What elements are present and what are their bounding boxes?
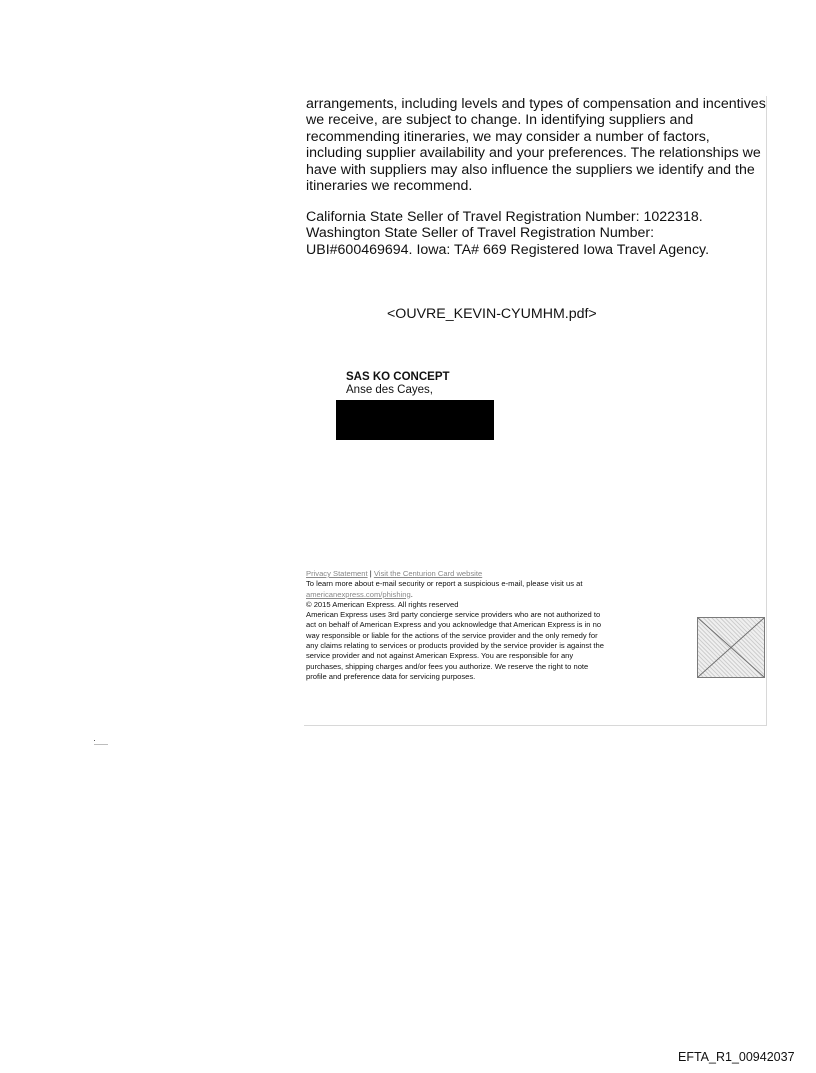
phishing-suffix: .: [410, 589, 413, 599]
paragraph-line: we receive, are subject to change. In identifying suppliers and: [306, 112, 694, 129]
paragraph-line: have with suppliers may also influence the suppliers we identify and the: [306, 161, 755, 178]
redaction-box: [336, 400, 494, 440]
registration-block: [306, 209, 766, 258]
paragraph-line: arrangements, including levels and types of compensation and incentives: [306, 96, 766, 112]
broken-image-icon: [697, 617, 765, 678]
centurion-website-link[interactable]: Visit the Centurion Card website: [373, 569, 483, 578]
paragraph-line: itineraries we recommend.: [306, 178, 473, 195]
phishing-line: [306, 590, 692, 600]
disclaimer-line: profile and preference data for servicing purposes.: [306, 671, 476, 681]
footer-links: [306, 569, 692, 579]
privacy-statement-link[interactable]: Privacy Statement: [306, 569, 368, 578]
attachment-link[interactable]: <OUVRE_KEVIN-CYUMHM.pdf>: [387, 306, 597, 322]
learn-more-text: To learn more about e-mail security or report a suspicious e-mail, please visit us at: [306, 579, 583, 589]
signature-company: SAS KO CONCEPT: [346, 371, 450, 383]
phishing-link[interactable]: americanexpress.com/phishing: [306, 589, 411, 599]
paragraph-line: recommending itineraries, we may consider a number of factors,: [306, 128, 710, 145]
disclaimer-line: purchases, shipping charges and/or fees you authorize. We reserve the right to note: [306, 661, 589, 671]
disclaimer-line: way responsible or liable for the actions of the service provider and the only remedy for: [306, 630, 598, 640]
disclaimer-line: American Express uses 3rd party concierge service providers who are not authorized to: [306, 610, 601, 620]
signature-address: Anse des Cayes,: [346, 384, 433, 396]
registration-line: UBI#600469694. Iowa: TA# 669 Registered Iowa Travel Agency.: [306, 241, 710, 258]
paragraph-line: including supplier availability and your preferences. The relationships we: [306, 145, 761, 162]
registration-line: Washington State Seller of Travel Registration Number:: [306, 225, 655, 242]
link-separator: |: [369, 569, 372, 578]
disclaimer-line: any claims relating to services or products provided by the service provider is against the: [306, 641, 604, 651]
disclaimer-line: service provider and not against American Express. You are responsible for any: [306, 651, 574, 661]
document-id: EFTA_R1_00942037: [678, 1050, 795, 1064]
email-footer: [306, 569, 692, 682]
copyright-text: © 2015 American Express. All rights reserved: [306, 599, 459, 609]
email-paragraph: [306, 96, 766, 194]
registration-line: California State Seller of Travel Registration Number: 1022318.: [306, 209, 703, 225]
signature-block: [346, 371, 450, 397]
disclaimer-line: act on behalf of American Express and you acknowledge that American Express is in no: [306, 620, 602, 630]
scan-artifact: [94, 740, 108, 745]
